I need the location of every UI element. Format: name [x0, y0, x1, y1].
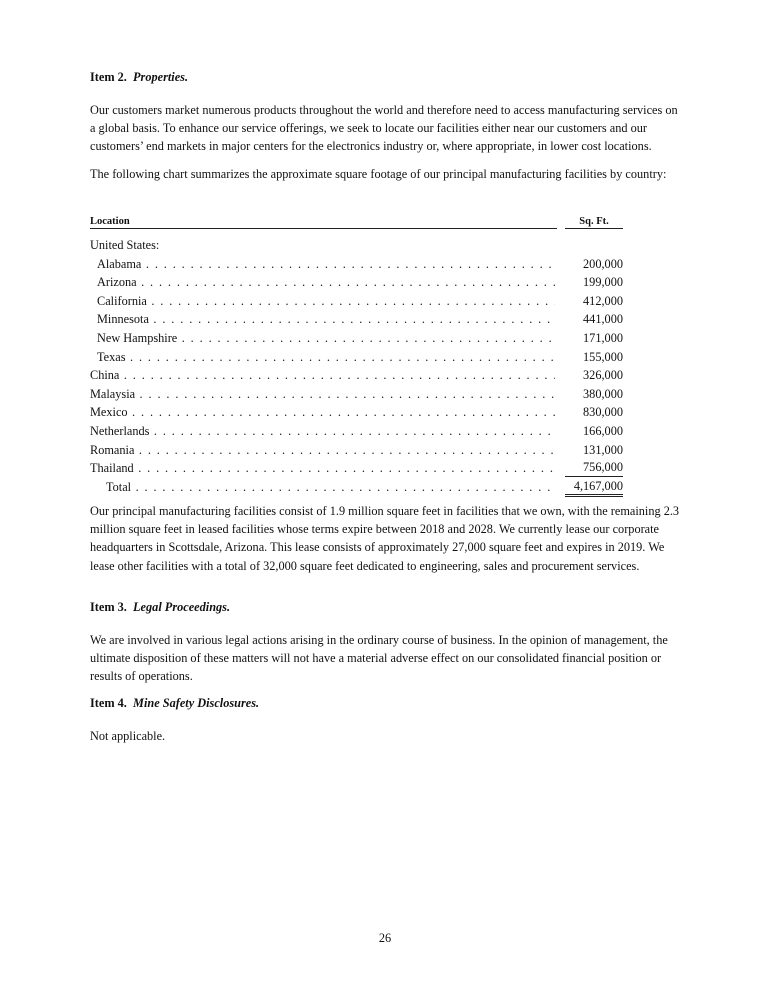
row-location: Alabama . . . [97, 255, 555, 274]
table-row [90, 385, 625, 404]
facilities-table [90, 216, 625, 496]
table-row [90, 366, 625, 385]
table-row [90, 403, 625, 422]
total-label: Total . . . [106, 478, 555, 497]
header-sqft: Sq. Ft. [565, 216, 623, 229]
item2-title: Properties. [133, 70, 189, 84]
row-sqft: 326,000 [583, 368, 623, 383]
row-sqft: 199,000 [583, 275, 623, 290]
table-row [90, 310, 625, 329]
table-row [90, 273, 625, 292]
row-location: China . . . [90, 366, 555, 385]
table-row [90, 422, 625, 441]
item3-title: Legal Proceedings. [133, 600, 231, 614]
item2-paragraph-3: Our principal manufacturing facilities consist of 1.9 million square feet in facilities that we own, with the remaining 2.3 million square feet in leased facilities whose terms expire between 2018 and 2028. We currently lease our corporate headquarters in Scottsdale, Arizona. This lease consists of approximately 27,000 square feet and expires in 2019. We lease other facilities with a total of 32,000 square feet dedicated to engineering, sales and procurement services. [90, 504, 680, 573]
row-location: Arizona . . . [97, 273, 555, 292]
row-sqft: 200,000 [583, 256, 623, 271]
row-sqft: 756,000 [565, 459, 623, 477]
total-sqft: 4,167,000 [565, 478, 623, 497]
row-sqft: 131,000 [583, 442, 623, 457]
row-sqft: 166,000 [583, 423, 623, 438]
row-location: New Hampshire . . . [97, 329, 555, 348]
table-row [90, 329, 625, 348]
item4-paragraph: Not applicable. [90, 729, 166, 743]
row-location: Malaysia . . . [90, 385, 555, 404]
group-label: United States: [90, 238, 160, 252]
row-location: Mexico . . . [90, 403, 555, 422]
row-location: Netherlands . . . [90, 422, 555, 441]
table-row [90, 441, 625, 460]
row-sqft: 441,000 [583, 312, 623, 327]
item2-heading [90, 70, 188, 85]
row-location: Texas . . . [97, 348, 555, 367]
item2-paragraph-1: Our customers market numerous products throughout the world and therefore need to access manufacturing services on a global basis. To enhance our service offerings, we seek to locate our facilities either near our customers and our customers’ end markets in major centers for the electronics industry or, where appropriate, in lower cost locations. [90, 103, 678, 154]
row-sqft: 830,000 [583, 405, 623, 420]
row-location: Thailand . . . [90, 459, 555, 478]
table-row [90, 292, 625, 311]
row-location: Minnesota . . . [97, 310, 555, 329]
item4-number: Item 4. [90, 696, 127, 710]
total-row [90, 478, 625, 497]
row-location: Romania . . . [90, 441, 555, 460]
item4-heading [90, 696, 259, 711]
row-sqft: 380,000 [583, 386, 623, 401]
table-row [90, 255, 625, 274]
row-sqft: 155,000 [583, 349, 623, 364]
table-header [90, 216, 625, 234]
item3-number: Item 3. [90, 600, 127, 614]
item2-number: Item 2. [90, 70, 127, 84]
item3-heading [90, 600, 230, 615]
row-location: California . . . [97, 292, 555, 311]
header-location: Location [90, 216, 557, 229]
group-label-row [90, 236, 625, 255]
table-row [90, 348, 625, 367]
item2-paragraph-2: The following chart summarizes the approximate square footage of our principal manufacturing facilities by country: [90, 167, 667, 181]
item3-paragraph: We are involved in various legal actions arising in the ordinary course of business. In the opinion of management, the ultimate disposition of these matters will not have a material adverse effect on our consolidated financial position or results of operations. [90, 633, 668, 684]
row-sqft: 171,000 [583, 330, 623, 345]
table-row [90, 459, 625, 478]
row-sqft: 412,000 [583, 293, 623, 308]
page-number: 26 [378, 931, 392, 945]
item4-title: Mine Safety Disclosures. [133, 696, 260, 710]
